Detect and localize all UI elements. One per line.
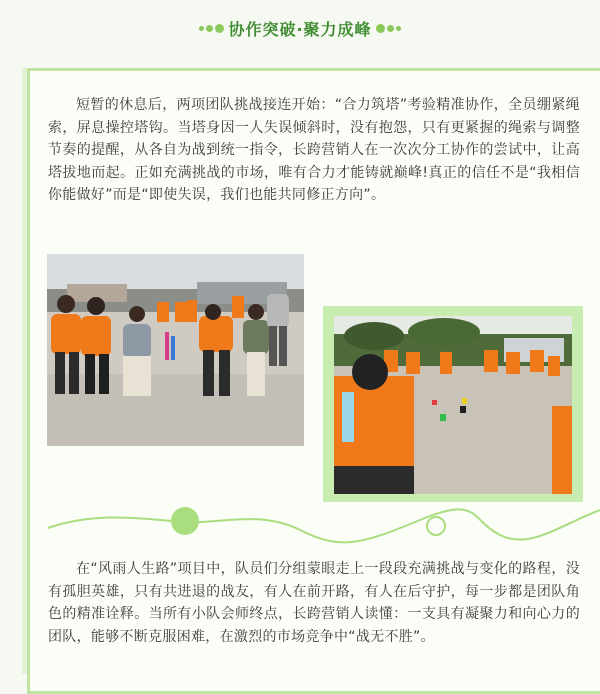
photo-tower-challenge bbox=[47, 254, 304, 446]
leaf-dots-right-icon bbox=[376, 24, 401, 33]
wavy-line-decoration bbox=[0, 490, 600, 560]
paragraph-tower-challenge: 短暂的休息后，两项团队挑战接连开始：“合力筑塔”考验精准协作，全员绷紧绳索，屏息操控塔钩。当塔身因一人失误倾斜时，没有抱怨，只有更紧握的绳索与调整节奏的提醒，从各自为战到统一指令，长跨营销人在一次次分工协作的尝试中，让高塔拔地而起。正如充满挑战的市场，唯有合力才能铸就巅峰!真正的信任不是“我相信你能做好”而是“即使失误，我们也能共同修正方向”。 bbox=[48, 97, 580, 203]
section-title: 协作突破·聚力成峰 bbox=[228, 19, 372, 39]
leaf-dots-left-icon bbox=[199, 24, 224, 33]
photo-cup-game bbox=[334, 316, 572, 494]
paragraph-storm-road: 在“风雨人生路”项目中，队员们分组蒙眼走上一段段充满挑战与变化的路程，没有孤胆英雄，只有共进退的战友，有人在前开路，有人在后守护，每一步都是团队角色的精准诠释。当所有小队会师终点，长跨营销人读懂：一支具有凝聚力和向心力的团队，能够不断克服困难，在激烈的市场竞争中“战无不胜”。 bbox=[48, 561, 580, 645]
section-header bbox=[0, 10, 600, 46]
